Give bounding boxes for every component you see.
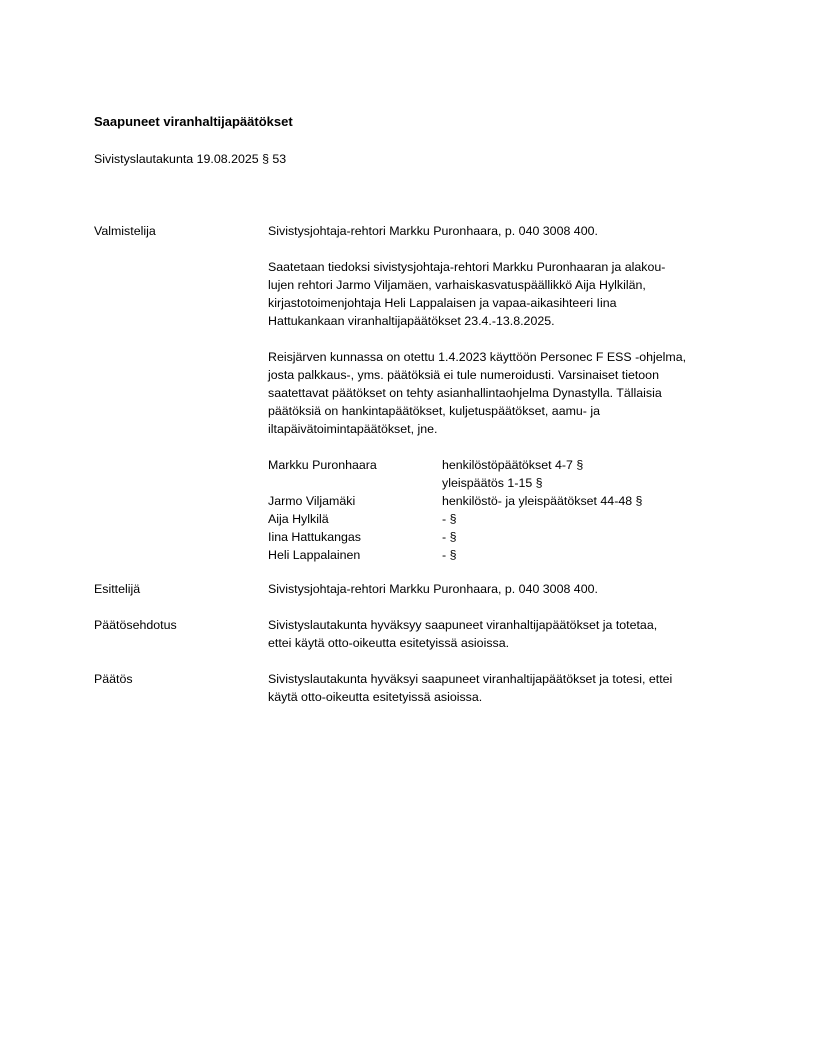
preparer-name-line: Sivistysjohtaja-rehtori Markku Puronhaara, p. 040 3008 400. (268, 224, 598, 238)
decision-row (268, 474, 728, 492)
text-line: Sivistyslautakunta hyväksyy saapuneet viranhaltijapäätökset ja totetaa, (268, 618, 658, 632)
decision-official (268, 474, 442, 492)
decision-row (268, 546, 728, 564)
decision-row (268, 528, 728, 546)
decision-range: henkilöstö- ja yleispäätökset 44-48 § (442, 494, 643, 508)
preparer-content (268, 222, 728, 564)
decision-row (268, 510, 728, 528)
decision-range: - § (442, 530, 457, 544)
decision-row (268, 456, 728, 474)
text-line: ettei käytä otto-oikeutta esitetyissä asioissa. (268, 636, 510, 650)
decisions-table (268, 456, 728, 564)
decision-range: - § (442, 548, 457, 562)
decision-text (268, 670, 728, 706)
decision-range: yleispäätös 1-15 § (442, 476, 543, 490)
proposal-label: Päätösehdotus (94, 618, 177, 632)
presenter-text: Sivistysjohtaja-rehtori Markku Puronhaara, p. 040 3008 400. (268, 582, 598, 596)
text-line: Hattukankaan viranhaltijapäätökset 23.4.-13.8.2025. (268, 314, 555, 328)
preparer-label: Valmistelija (94, 224, 156, 238)
text-line: Sivistyslautakunta hyväksyi saapuneet viranhaltijapäätökset ja totesi, ettei (268, 672, 673, 686)
proposal-text (268, 616, 728, 652)
decision-range: henkilöstöpäätökset 4-7 § (442, 458, 584, 472)
text-line: saatettavat päätökset on tehty asianhallintaohjelma Dynastylla. Tällaisia (268, 386, 662, 400)
decision-official: Iina Hattukangas (268, 530, 361, 544)
text-line: Reisjärven kunnassa on otettu 1.4.2023 käyttöön Personec F ESS -ohjelma, (268, 350, 687, 364)
decision-official: Jarmo Viljamäki (268, 494, 356, 508)
text-line: kirjastotoimenjohtaja Heli Lappalaisen ja vapaa-aikasihteeri Iina (268, 296, 617, 310)
decision-label: Päätös (94, 672, 133, 686)
document-title: Saapuneet viranhaltijapäätökset (94, 114, 293, 129)
text-line: käytä otto-oikeutta esitetyissä asioissa. (268, 690, 483, 704)
text-line: josta palkkaus-, yms. päätöksiä ei tule numeroidusti. Varsinaiset tietoon (268, 368, 659, 382)
decision-official: Markku Puronhaara (268, 458, 377, 472)
text-line: Saatetaan tiedoksi sivistysjohtaja-rehtori Markku Puronhaaran ja alakou- (268, 260, 666, 274)
meeting-reference: Sivistyslautakunta 19.08.2025 § 53 (94, 152, 287, 166)
decision-official: Aija Hylkilä (268, 512, 329, 526)
presenter-label: Esittelijä (94, 582, 141, 596)
decision-official: Heli Lappalainen (268, 548, 361, 562)
text-line: lujen rehtori Jarmo Viljamäen, varhaiskasvatuspäällikkö Aija Hylkilän, (268, 278, 646, 292)
preparer-paragraph-1 (268, 258, 728, 330)
preparer-paragraph-2 (268, 348, 728, 438)
text-line: päätöksiä on hankintapäätökset, kuljetuspäätökset, aamu- ja (268, 404, 601, 418)
decision-range: - § (442, 512, 457, 526)
decision-row (268, 492, 728, 510)
text-line: iltapäivätoimintapäätökset, jne. (268, 422, 438, 436)
